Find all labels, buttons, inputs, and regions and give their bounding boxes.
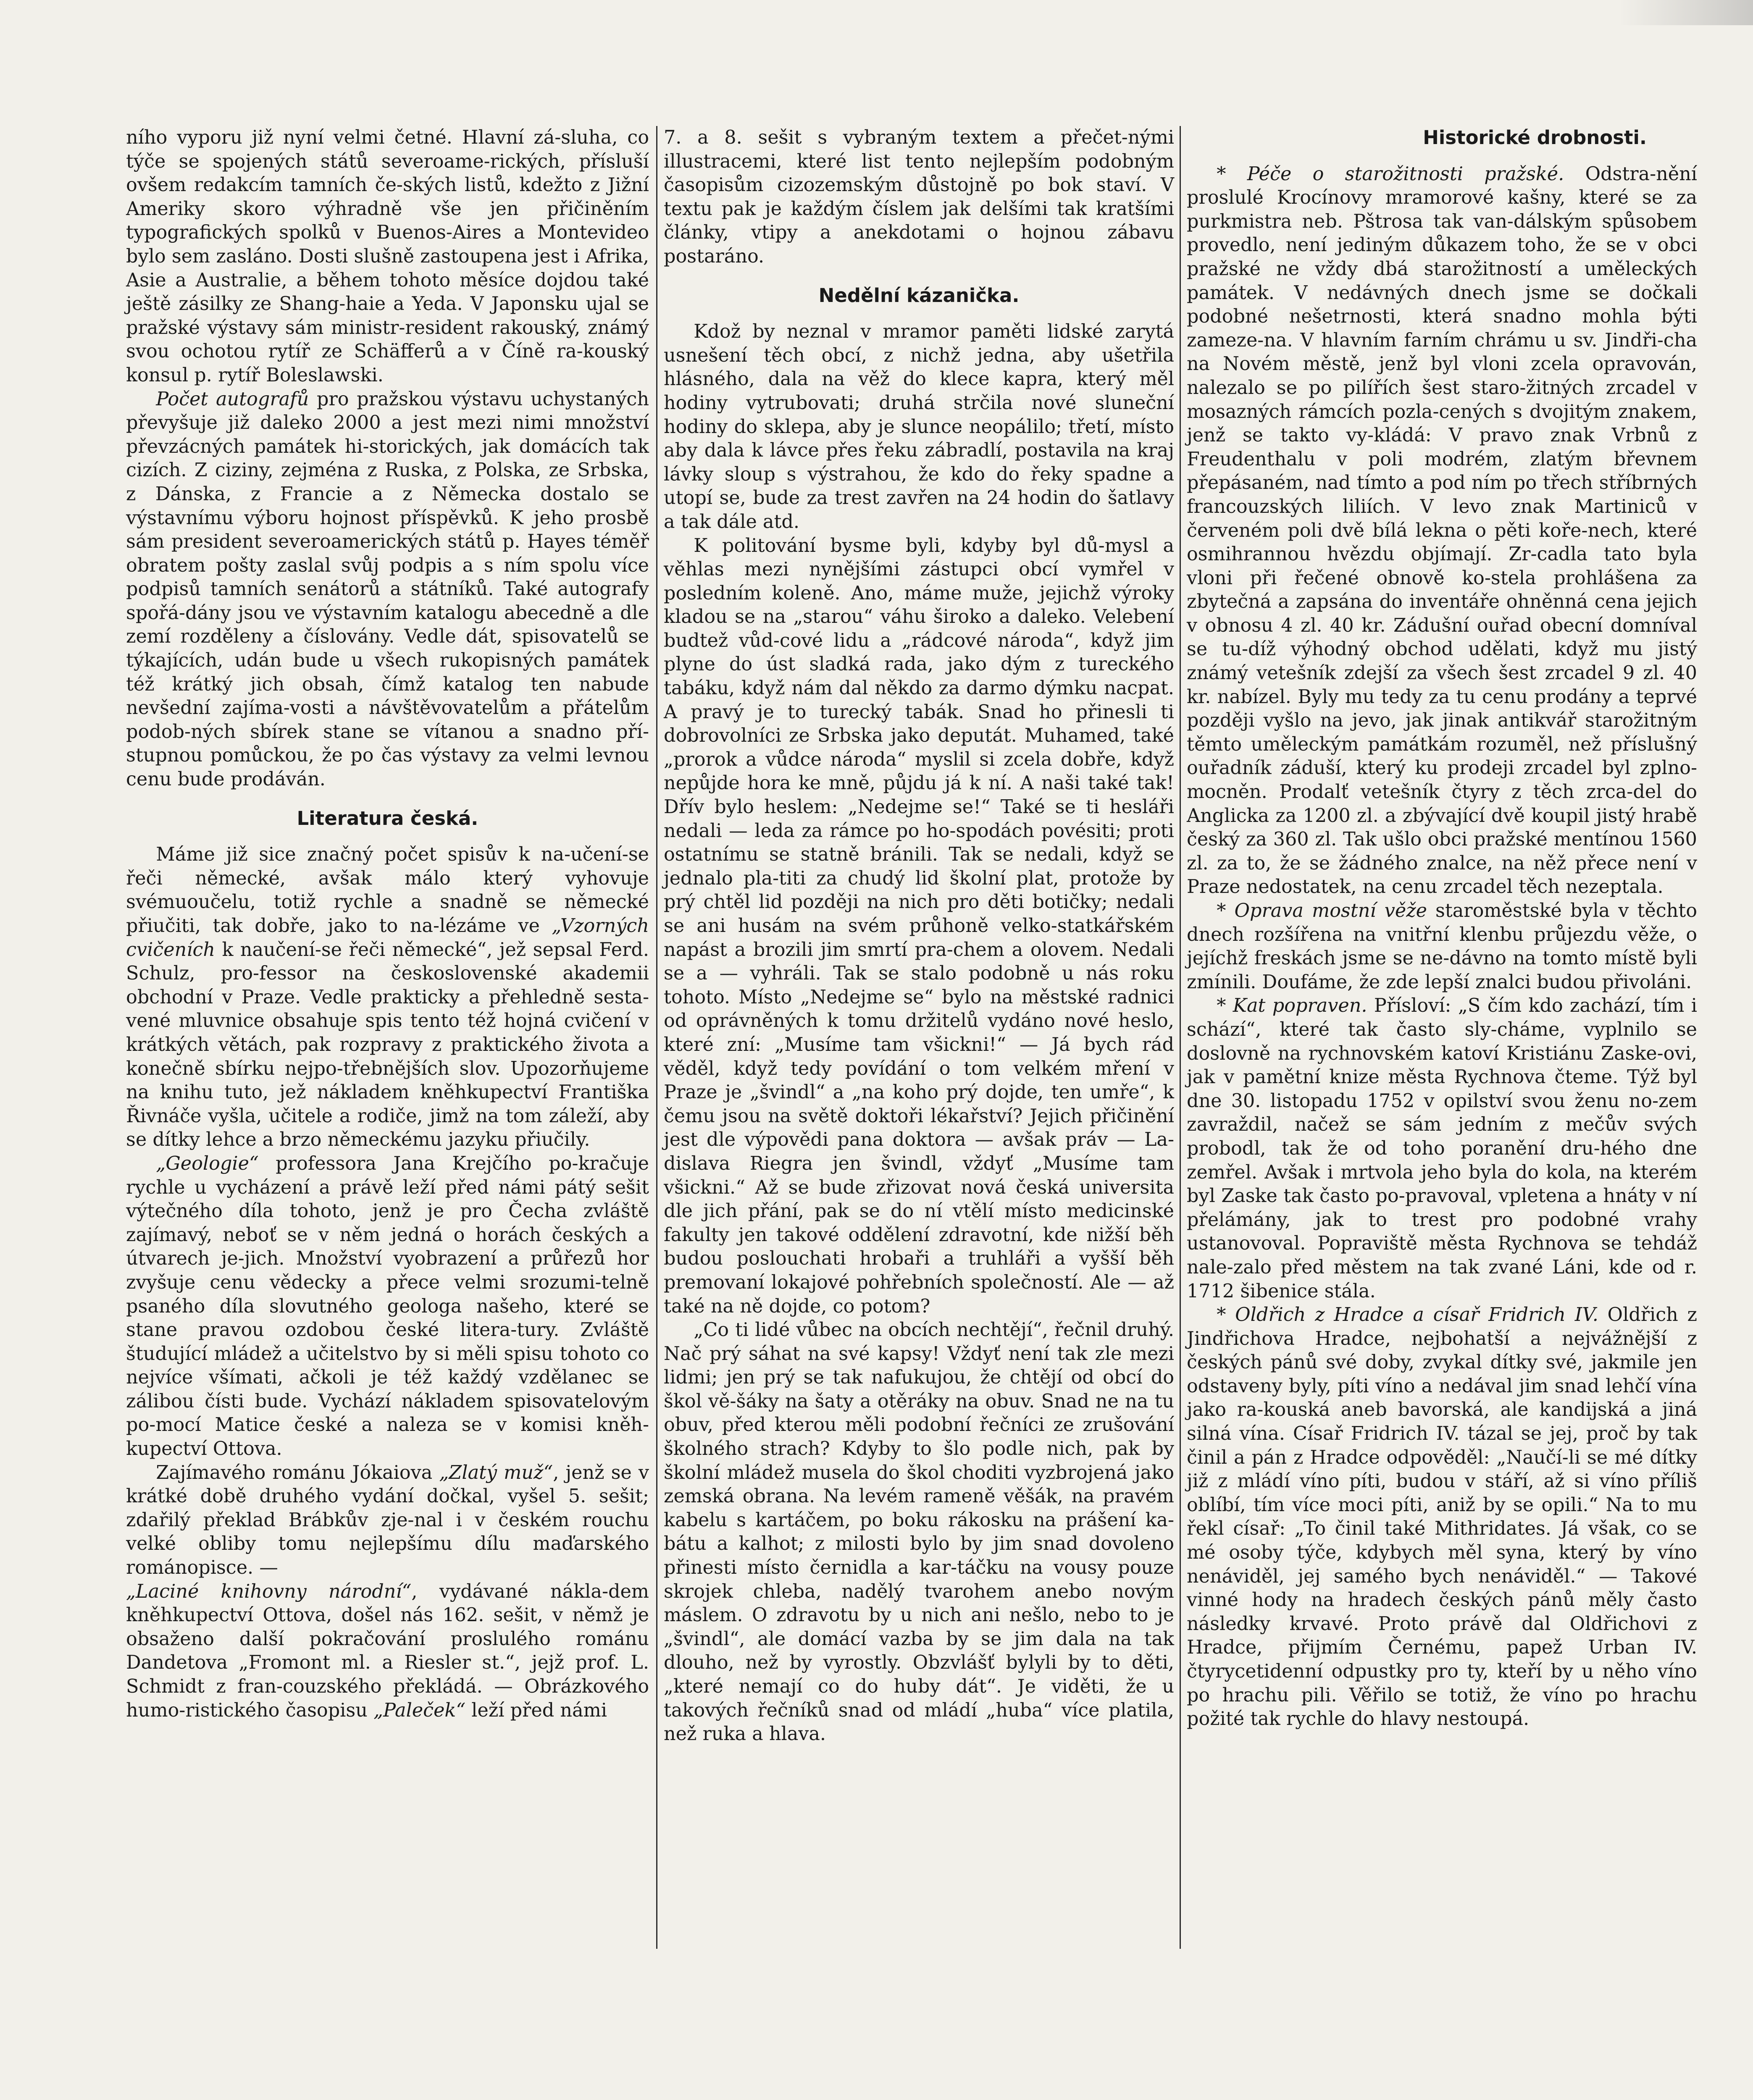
column-2 (664, 126, 1174, 1746)
section-heading: Historické drobnosti. (1423, 126, 1647, 149)
paragraph: „Geologie“ professora Jana Krejčího po-kračuje rychle u vycházení a právě leží před námi pátý sešit výtečného díla tohoto, jenž je pro Čecha zvláště zajímavý, neboť se v něm jedná o horách českých a útvarech je-jich. Množství vyobrazení a průřezů hor zvyšuje cenu vědecky a přece velmi srozumi-telně psaného díla slovutného geologa našeho, které se stane pravou ozdobou české litera-tury. Zvláště študující mládež a učitelstvo by si měli spisu tohoto co nejvíce všímati, ačkoli je též každý vzdělanec se zálibou čísti bude. Vychází nákladem spisovatelovým po-mocí Matice české a naleza se v komisi kněh-kupectví Ottova. (126, 1152, 649, 1460)
paragraph: 7. a 8. sešit s vybraným textem a přečet-nými illustracemi, které list tento nejlepším podobným časopisům cizozemským důstojně po bok staví. V textu pak je každým číslem jak delšími tak kratšími články, vtipy a anekdotami o hojnou zábavu postaráno. (664, 127, 1174, 267)
paragraph: Zajímavého románu Jókaiova „Zlatý muž“, jenž se v krátké době druhého vydání dočkal, vyšel 5. sešit; zdařilý překlad Brábkův zje-nal i v českém rouchu velké obliby tomu nejlepšímu dílu maďarského románopisce. — (126, 1462, 649, 1579)
paragraph: * Oprava mostní věže staroměstské byla v těchto dnech rozšířena na vnitřní klenbu průjezdu věže, o jejíchž freskách jsme se ne-dávno na tomto místě byli zmínili. Doufáme, že zde lepší znalci budou přivoláni. (1187, 900, 1697, 993)
column-3 (1187, 126, 1697, 1731)
section-heading: Literatura česká. (297, 807, 478, 830)
scan-corner-shadow (1619, 0, 1753, 25)
paragraph: Kdož by neznal v mramor paměti lidské zarytá usnešení těch obcí, z nichž jedna, aby ušetřila hlásného, dala na věž do klece kapra, který měl hodiny vytrubovati; druhá strčila nové sluneční hodiny do sklepa, aby je slunce neopálilo; třetí, místo aby dala k lávce přes řeku zábradlí, postavila na kraj lávky sloup s výstrahou, že kdo do řeky spadne a utopí se, bude za trest zavřen na 24 hodin do šatlavy a tak dále atd. (664, 321, 1174, 533)
section-heading: Nedělní kázanička. (818, 284, 1020, 307)
paragraph: „Co ti lidé vůbec na obcích nechtějí“, řečnil druhý. Nač prý sáhat na své kapsy! Vždyť není tak zle mezi lidmi; jen prý se tak nafukujou, že chtějí od obcí do škol vě-šáky na šaty a otěráky na obuv. Snad ne na tu obuv, před kterou měli podobní řečníci ze zrušování školného strach? Kdyby to šlo podle nich, pak by školní mládež musela do škol choditi vyzbrojená jako zemská obrana. Na levém rameně věšák, na pravém kabelu s kartáčem, po boku rákosku na prášení ka-bátu a kalhot; z milosti bylo by jim snad dovoleno přinesti místo černidla a kar-táčku na vousy pouze skrojek chleba, nadělý tvarohem anebo novým máslem. O zdravotu by u nich ani nešlo, nebo to je „švindl“, ale domácí vazba by se jim dala na tak dlouho, než by vyrostly. Obzvlášť bylyli by to děti, „které nemají co do huby dát“. Je viděti, že u takových řečníků snad od mládí „huba“ více platila, než ruka a hlava. (664, 1319, 1174, 1745)
paragraph: Máme již sice značný počet spisův k na-učení-se řeči německé, avšak málo který vyhovuje svémuoučelu, totiž rychle a snadně se německé přiučiti, tak dobře, jako to na-lézáme ve „Vzorných cvičeních k naučení-se řeči německé“, jež sepsal Ferd. Schulz, pro-fessor na československé akademii obchodní v Praze. Vedle prakticky a přehledně sesta-vené mluvnice obsahuje spis tento též hojná cvičení v krátkých větách, pak rozpravy z praktického života a konečně sbírku nejpo-třebnějších slov. Upozorňujeme na knihu tuto, jež nákladem kněhkupectví Františka Řivnáče vyšla, učitele a rodiče, jimž na tom záleží, aby se dítky lehce a brzo německému jazyku přiučily. (126, 844, 649, 1151)
paragraph: * Kat popraven. Přísloví: „S čím kdo zachází, tím i schází“, které tak často sly-cháme, vyplnilo se doslovně na rychnovském katoví Kristiánu Zaske-ovi, jak v pamětní knize města Rychnova čteme. Týž byl dne 30. listopadu 1752 v opilství svou ženu no-zem zavraždil, načež se sám jedním z mečův svých probodl, tak že od toho poranění dru-hého dne zemřel. Avšak i mrtvola jeho byla do kola, na kterém byl Zaske tak často po-pravoval, vpletena a hnáty v ní přelámány, jak to trest pro podobné vrahy ustanovoval. Popraviště města Rychnova se tehdáž nale-zalo před městem na tak zvané Láni, kde od r. 1712 šibenice stála. (1187, 995, 1697, 1302)
paragraph: „Laciné knihovny národní“, vydávané nákla-dem kněhkupectví Ottova, došel nás 162. sešit, v němž je obsaženo další pokračování proslulého románu Dandetova „Fromont ml. a Riesler st.“, jejž prof. L. Schmidt z fran-couzského překládá. — Obrázkového humo-ristického časopisu „Paleček“ leží před námi (126, 1580, 649, 1721)
paragraph: ního vyporu již nyní velmi četné. Hlavní zá-sluha, co týče se spojených států severoame-rických, přísluší ovšem redakcím tamních če-ských listů, kdežto z Jižní Ameriky skoro výhradně vše jen přičiněním typografických spolků v Buenos-Aires a Montevideo bylo sem zasláno. Dosti slušně zastoupena jest i Afrika, Asie a Australie, a během tohoto měsíce dojdou také ještě zásilky ze Shang-haie a Yeda. V Japonsku ujal se pražské výstavy sám ministr-resident rakouský, známý svou ochotou rytíř ze Schäfferů a v Číně ra-kouský konsul p. rytíř Boleslawski. (126, 127, 649, 386)
paragraph: * Péče o starožitnosti pražské. Odstra-nění proslulé Krocínovy mramorové kašny, které se za purkmistra neb. Pštrosa tak van-dálským spůsobem provedlo, není jediným důkazem toho, že se v obci pražské ne vždy dbá starožitností a uměleckých památek. V nedávných dnech jsme se dočkali podobné nešetrnosti, která snadno mohla býti zameze-na. V hlavním farním chrámu u sv. Jindři-cha na Novém městě, jenž byl vloni zcela opravován, nalezalo se po pilířích šest staro-žitných zrcadel v mosazných rámcích pozla-cených s dvojitým znakem, jenž se takto vy-kládá: V pravo znak Vrbnů z Freudenthalu v poli modrém, zlatým břevnem přepásaném, nad tímto a pod ním po třech stříbrných francouzských liliích. V levo znak Martiniců v červeném poli dvě bílá lekna o pěti kořе-nech, které osmihrannou hvězdu objímají. Zr-cadla tato byla vloni při řečené obnově ko-stela prohlášena za zbytečná a zapsána do inventáře ohněnná cena jejich v obnosu 4 zl. 40 kr. Zádušní ouřad obecní domníval se tu-díž výhodný obchod udělati, když mu jistý známý vetešník zdejší za všech šest zrcadel 9 zl. 40 kr. nabízel. Byly mu tedy za tu cenu prodány a teprvé později vyšlo na jevo, jak jinak antikvář starožitným těmto uměleckým památkám rozuměl, než příslušný ouřadník záduší, který ku prodeji zrcadel byl zplno-mocněn. Prodalť vetešník čtyry z těch zrca-del do Anglicka za 1200 zl. a zbývající dvě koupil jistý hrabě český za 360 zl. Tak ušlo obci pražské mentínou 1560 zl. za to, že se žádného znalce, na něž přece není v Praze nedostatek, na cenu zrcadel těch nezeptala. (1187, 163, 1697, 898)
column-rule (1180, 126, 1181, 1949)
column-rule (656, 126, 657, 1949)
paragraph: * Oldřich z Hradce a císař Fridrich IV. Oldřich z Jindřichova Hradce, nejbohatší a nejvážnější z českých pánů své doby, zvykal dítky své, jakmile jen odstaveny byly, píti víno a nedával jim snad lehčí vína jako ra-kouská aneb bavorská, ale kandijská a jiná silná vína. Císař Fridrich IV. tázal se jej, proč by tak činil a pán z Hradce odpověděl: „Naučí-li se mé dítky již z mládí víno píti, budou v stáří, až si víno příliš oblíbí, tím více moci píti, aniž by se opili.“ Na to mu řekl císař: „To činil také Mithridates. Já však, co se mé osoby týče, kdybych měl syna, který by víno nenáviděl, jej samého bych nenáviděl.“ — Takové vinné hody na hradech českých pánů měly často následky krvavé. Proto právě dal Oldřichovi z Hradce, přijmím Černému, papež Urban IV. čtyrycetidenní odpustky pro ty, kteří by u něho víno po hrachu pili. Věřilo se totiž, že víno po hrachu požité tak rychle do hlavy nestoupá. (1187, 1304, 1697, 1730)
column-1 (126, 126, 649, 1722)
paragraph: K politování bysme byli, kdyby byl dů-mysl a věhlas mezi nynějšími zástupci obcí vymřel v posledním koleně. Ano, máme muže, jejichž výroky kladou se na „starou“ váhu široko a daleko. Velebení budtež vůd-cové lidu a „rádcové národa“, když jim plyne do úst sladká rada, jako dým z tureckého tabáku, když nám dal někdo za darmo dýmku nacpat. A pravý je to turecký tabák. Snad ho přinesli ti dobrovolníci ze Srbska jako deputát. Muhamed, také „prorok a vůdce národa“ myslil si zcela dobře, když nepůjde hora ke mně, půjdu já k ní. A naši také tak! Dřív bylo heslem: „Nedejme se!“ Také se ti hesláři nedali — leda za rámce po ho-spodách povésiti; proti ostatnímu se statně bránili. Tak se nedali, když se jednalo pla-titi za chudý lid školní plat, protože by prý chtěl lid později na nich pro děti botičky; nedali se ani husám na svém průhoně velko-statkářském napást a brozili jim smrtí pra-chem a olovem. Nedali se a — vyhráli. Tak se stalo podobně u nás roku tohoto. Místo „Nedejme se“ bylo na městské radnici od oprávněných k tomu držitelů vydáno nové heslo, které zní: „Musíme tam všickni!“ — Já bych rád věděl, když tedy povídání o tom velkém mření v Praze je „švindl“ a „na koho prý dojde, ten umře“, k čemu jsou na světě doktoři lékařství? Jejich přičinění jest dle výpovědi pana doktora — avšak práv — La-dislava Riegra jen švindl, vždyť „Musíme tam všickni.“ Až se bude zřizovat nová česká universita dle jich přání, pak se do ní vtělí místo medicinské fakulty jen takové oddělení zdravotní, kde nižší běh budou poslouchati hrobaři a truhláři a vyšší běh premovaní lokajové pohřebních společností. Ale — až také na ně dojde, co potom? (664, 535, 1174, 1317)
paragraph: Počet autografů pro pražskou výstavu uchystaných převyšuje již daleko 2000 a jest mezi nimi množství převzácných památek hi-storických, jak domácích tak cizích. Z ciziny, zejména z Ruska, z Polska, ze Srbska, z Dánska, z Francie a z Německa dostalo se výstavnímu výboru hojnost příspěvků. K jeho prosbě sám president severoamerických států p. Hayes téměř obratem pošty zaslal svůj podpis a s ním spolu více podpisů tamních senátorů a státníků. Také autografy spořá-dány jsou ve výstavním katalogu abecedně a dle zemí rozděleny a číslovány. Vedle dát, spisovatelů se týkajících, udán bude u všech rukopisných památek též krátký jich obsah, čímž katalog ten nabude nevšední zajíma-vosti a návštěvovatelům a přátelům podob-ných sbírek stane se vítanou a snadno pří-stupnou pomůckou, že po čas výstavy za velmi levnou cenu bude prodáván. (126, 388, 649, 790)
